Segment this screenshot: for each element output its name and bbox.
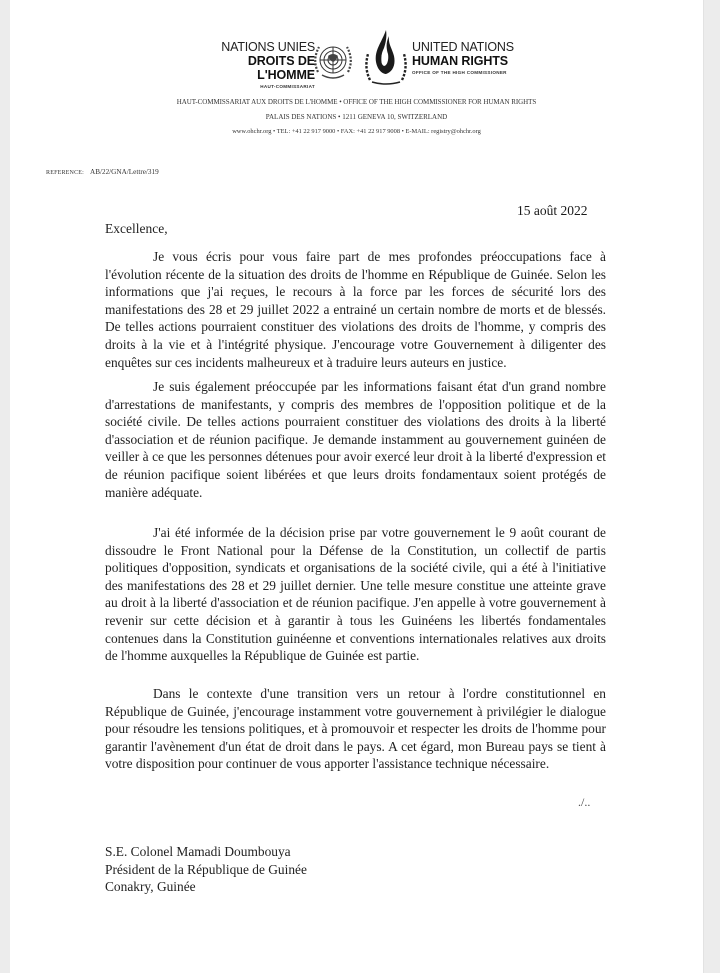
letterhead-fr-line3: HAUT-COMMISSARIAT (260, 84, 315, 89)
letterhead-french (190, 40, 315, 91)
reference (46, 168, 159, 176)
office-contact-line: www.ohchr.org • TEL: +41 22 917 9000 • FAX: +41 22 917 9008 • E-MAIL: registry@ohchr.org (232, 128, 481, 135)
addressee-title: Président de la République de Guinée (105, 861, 307, 877)
reference-label: REFERENCE: (46, 170, 85, 176)
addressee-block (105, 843, 307, 896)
addressee-name: S.E. Colonel Mamadi Doumbouya (105, 844, 291, 859)
letter-date: 15 août 2022 (517, 203, 588, 218)
paragraph-2: Je suis également préoccupée par les informations faisant état d'un grand nombre d'arrestations de manifestants, y compris des membres de l'opposition politique et de la société civile. De telles actions pourraient constituer des violations des droits à la liberté d'association et de réunion pacifique. Je demande instamment au gouvernement guinéen de veiller à ce que les personnes détenues pour avoir exercé leur droit à la liberté d'expression et de réunion pacifique soient libérées et que leurs droits fondamentaux soient protégés de manière adéquate. (105, 379, 606, 500)
office-address-line2: PALAIS DES NATIONS • 1211 GENEVA 10, SWITZERLAND (265, 113, 448, 121)
human-rights-flame-icon (362, 28, 410, 86)
paragraph-1: Je vous écris pour vous faire part de mes profondes préoccupations face à l'évolution récente de la situation des droits de l'homme en République de Guinée. Selon les informations que j'ai reçues, le recours à la force par les forces de sécurité lors des manifestations des 28 et 29 juillet 2022 a entrainé un certain nombre de morts et de blessés. De telles actions pourraient constituer des violations des droits de l'homme, y compris des droits à la vie et à l'intégrité physique. J'encourage votre Gouvernement à diligenter des enquêtes sur ces incidents malheureux et à traduire leurs auteurs en justice. (105, 249, 606, 370)
paragraph-3: J'ai été informée de la décision prise par votre gouvernement le 9 août courant de dissoudre le Front National pour la Défense de la Constitution, un collectif de partis politiques d'opposition, syndicats et organisations de la société civile, qui a été à l'initiative des manifestations des 28 et 29 juillet dernier. Une telle mesure constitue une atteinte grave au droit à la liberté d'association et de réunion pacifique. J'en appelle à votre gouvernement à revenir sur cette décision et à garantir à tous les Guinéens les libertés fondamentales contenues dans la Constitution guinéenne et conventions internationales relatives aux droits de l'homme auxquelles la République de Guinée est partie. (105, 525, 606, 664)
letterhead-fr-line1: NATIONS UNIES (221, 40, 315, 54)
un-emblem-icon (310, 38, 356, 84)
letterhead-en-line2: HUMAN RIGHTS (412, 54, 509, 68)
letter-page (10, 0, 704, 973)
letterhead-fr-line2: DROITS DE L'HOMME (247, 54, 315, 82)
continuation-mark: ./.. (578, 795, 591, 809)
salutation: Excellence, (105, 221, 168, 236)
letterhead-en-line3: OFFICE OF THE HIGH COMMISSIONER (412, 70, 507, 75)
letterhead-english (412, 40, 562, 77)
office-address-line1: HAUT-COMMISSARIAT AUX DROITS DE L'HOMME • OFFICE OF THE HIGH COMMISSIONER FOR HUMAN RIGHTS (176, 98, 537, 106)
letterhead-en-line1: UNITED NATIONS (412, 40, 514, 54)
reference-value: AB/22/GNA/Lettre/319 (90, 168, 159, 176)
addressee-location: Conakry, Guinée (105, 879, 196, 895)
paragraph-4: Dans le contexte d'une transition vers un retour à l'ordre constitutionnel en République de Guinée, j'encourage instamment votre gouvernement à privilégier le dialogue pour résoudre les tensions politiques, et à promouvoir et respecter les droits de l'homme pour garantir l'avènement d'un état de droit dans le pays. A cet égard, mon Bureau pays se tient à votre disposition pour continuer de vous apporter l'assistance technique nécessaire. (105, 686, 606, 772)
